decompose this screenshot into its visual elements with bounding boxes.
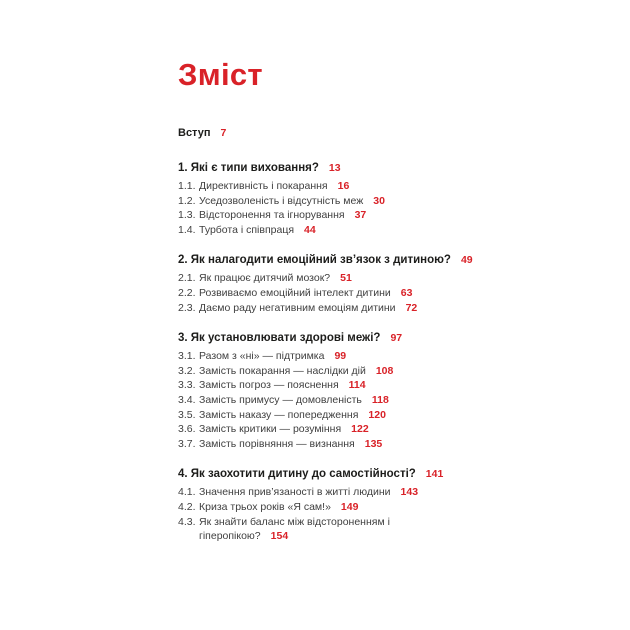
entry-number: 3.5. <box>178 408 196 421</box>
entry-text: Як працює дитячий мозок? <box>199 272 331 285</box>
entry-body <box>199 349 346 364</box>
entry-text: Замість покарання — наслідки дій <box>199 364 366 377</box>
entry-text: Уседозволеність і відсутність меж <box>199 194 364 207</box>
entry-body <box>199 194 385 209</box>
entry-page: 51 <box>340 272 352 285</box>
entry-page: 108 <box>375 364 394 377</box>
entry-text: Замість порівняння — визнання <box>199 437 355 450</box>
toc-entry <box>178 194 590 209</box>
toc-entry <box>178 223 590 238</box>
entry-page: 44 <box>304 223 316 236</box>
entry-page: 149 <box>340 500 359 513</box>
entry-text: Значення прив’язаності в житті людини <box>199 486 391 499</box>
toc-entry <box>178 437 590 452</box>
toc-entry <box>178 378 590 393</box>
entry-body <box>199 485 418 500</box>
toc-section <box>178 331 590 451</box>
entry-page: 30 <box>373 194 385 207</box>
entry-body <box>199 179 349 194</box>
entry-text: Замість критики — розуміння <box>199 423 342 436</box>
section-title: 3. Як установлювати здорові межі? <box>178 332 381 345</box>
entry-text: Відсторонення та ігнорування <box>199 209 345 222</box>
entry-number: 3.1. <box>178 350 196 363</box>
entry-number: 1.1. <box>178 180 196 192</box>
section-heading <box>178 331 590 346</box>
entry-body <box>199 500 358 515</box>
entry-page: 120 <box>368 408 386 421</box>
entry-text: Разом з «ні» — підтримка <box>199 350 325 363</box>
entry-body <box>199 301 417 316</box>
entry-page: 154 <box>270 530 289 543</box>
entry-number: 4.3. <box>178 515 196 528</box>
entry-text: Турбота і співпраця <box>199 223 295 236</box>
entry-text: Замість примусу — домовленість <box>199 393 362 406</box>
toc-section <box>178 161 590 237</box>
entry-text: Замість наказу — попередження <box>199 408 359 421</box>
toc-entry <box>178 500 590 515</box>
entry-body <box>199 364 393 379</box>
entry-page: 16 <box>337 180 350 192</box>
entry-page: 143 <box>400 486 419 499</box>
toc-entry <box>178 349 590 364</box>
entry-body <box>199 286 412 301</box>
toc-entry <box>178 179 590 194</box>
entry-page: 122 <box>351 423 369 436</box>
entry-text: Директивність і покарання <box>199 180 328 192</box>
entry-number: 3.6. <box>178 423 196 436</box>
entry-page: 63 <box>400 286 413 299</box>
section-title: 2. Як налагодити емоційний зв’язок з дитиною? <box>178 254 451 267</box>
entry-page: 141 <box>425 468 444 481</box>
page-title: Зміст <box>178 57 263 92</box>
entry-page: 37 <box>354 209 367 222</box>
toc-entry <box>178 208 590 223</box>
entry-number: 1.4. <box>178 223 196 236</box>
section-title: 1. Які є типи виховання? <box>178 162 319 174</box>
section-heading <box>178 253 590 268</box>
toc-entry <box>178 408 590 423</box>
entry-body <box>199 378 366 393</box>
entry-body <box>199 208 366 223</box>
entry-number: 3.3. <box>178 379 196 392</box>
section-heading <box>178 467 590 482</box>
entry-number: 1.3. <box>178 209 196 222</box>
entry-body <box>199 271 352 286</box>
entry-text: Замість погроз — пояснення <box>199 379 339 392</box>
entry-body <box>199 223 316 238</box>
entry-number: 2.1. <box>178 272 196 285</box>
toc-entry <box>178 515 590 544</box>
entry-page: 49 <box>460 254 473 267</box>
entry-number: 1.2. <box>178 194 196 207</box>
entry-text: Даємо раду негативним емоціям дитини <box>199 301 396 314</box>
entry-number: 3.7. <box>178 437 196 450</box>
toc-section <box>178 253 590 315</box>
entry-text: Як знайти баланс між відстороненням і гіперопікою? <box>199 515 390 543</box>
entry-number: 2.2. <box>178 286 196 299</box>
entry-number: 3.4. <box>178 393 196 406</box>
entry-body <box>199 393 389 408</box>
entry-page: 135 <box>364 437 383 450</box>
toc-entry <box>178 364 590 379</box>
section-heading <box>178 161 590 176</box>
entry-page: 7 <box>220 127 227 139</box>
entry-text: Криза трьох років «Я сам!» <box>199 500 331 513</box>
entry-body <box>199 422 369 437</box>
toc-section <box>178 467 590 543</box>
entry-page: 118 <box>371 393 389 406</box>
entry-number: 3.2. <box>178 364 196 377</box>
entry-body <box>199 437 382 452</box>
entry-page: 114 <box>348 379 366 392</box>
toc-entry <box>178 271 590 286</box>
entry-page: 97 <box>390 332 403 345</box>
section-title: 4. Як заохотити дитину до самостійності? <box>178 468 416 481</box>
entry-number: 2.3. <box>178 301 196 314</box>
entry-page: 13 <box>328 162 341 174</box>
entry-page: 72 <box>405 301 418 314</box>
entry-number: 4.1. <box>178 486 196 499</box>
toc-entry <box>178 286 590 301</box>
toc-entry-intro <box>178 126 590 140</box>
entry-body <box>199 408 386 423</box>
toc-entry <box>178 301 590 316</box>
entry-body <box>199 515 427 544</box>
entry-page: 99 <box>334 350 347 363</box>
toc-entry <box>178 422 590 437</box>
toc-entry <box>178 485 590 500</box>
entry-number: 4.2. <box>178 500 196 513</box>
entry-text: Вступ <box>178 127 211 139</box>
entry-text: Розвиваємо емоційний інтелект дитини <box>199 286 391 299</box>
toc-entry <box>178 393 590 408</box>
